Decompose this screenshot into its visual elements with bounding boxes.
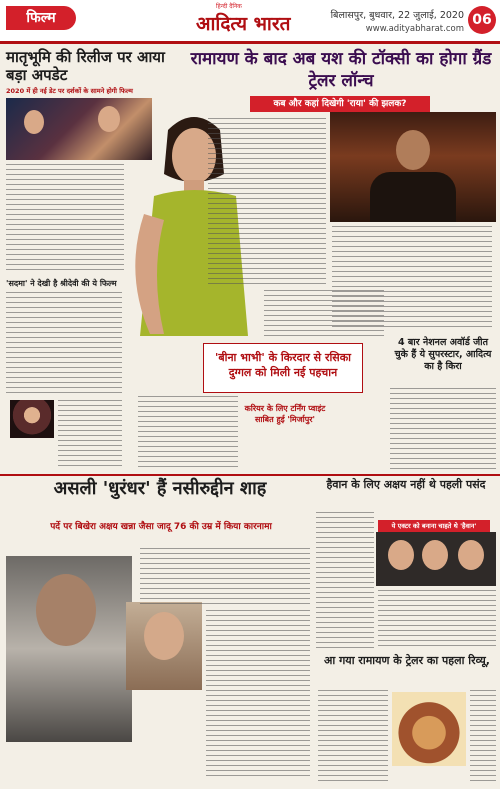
yash-photo bbox=[330, 112, 496, 222]
logo-tagline: हिन्दी दैनिक bbox=[216, 3, 242, 10]
akshaye-khanna-photo bbox=[126, 602, 202, 690]
left-story-subline: 2020 में ही नई डेट पर दर्शकों के सामने होगी फिल्म bbox=[6, 87, 133, 95]
main-headline: रामायण के बाद अब यश की टॉक्सी का होगा ग्रैंड ट्रेलर लॉन्च bbox=[190, 49, 492, 91]
ramayan-review-headline: आ गया रामायण के ट्रेलर का पहला रिव्यू, bbox=[324, 654, 490, 667]
akshay-photos bbox=[376, 532, 496, 586]
akshay-body bbox=[316, 512, 374, 650]
logo-title: आदित्य भारत bbox=[196, 13, 291, 35]
section-tag: फिल्म bbox=[6, 6, 76, 30]
naseer-headline: असली 'धुरंधर' हैं नसीरुद्दीन शाह bbox=[53, 478, 267, 499]
dateline: बिलासपुर, बुधवार, 22 जुलाई, 2020 bbox=[330, 10, 464, 21]
sridevi-headline: 'सदमा' ने देखी है श्रीदेवी की ये फिल्म bbox=[6, 279, 117, 288]
section-divider bbox=[0, 474, 500, 476]
right-story-headline: 4 बार नेशनल अवॉर्ड जीत चुके हैं ये सुपरस्टार, आदित्य का है किरा bbox=[394, 337, 492, 372]
masthead bbox=[0, 0, 500, 44]
newspaper-logo bbox=[196, 2, 308, 40]
main-kicker: कब और कहां दिखेगी 'राया' की झलक? bbox=[250, 96, 430, 112]
akshay-body-2 bbox=[378, 590, 496, 648]
rasika-body-3 bbox=[138, 396, 238, 470]
naseer-body-2 bbox=[206, 610, 310, 780]
left-story-body bbox=[6, 164, 124, 272]
website-url: www.adityabharat.com bbox=[365, 24, 464, 34]
sridevi-body-2 bbox=[58, 400, 122, 468]
main-story-body bbox=[208, 118, 326, 286]
rasika-story-body bbox=[264, 290, 384, 340]
akshay-headline: हैवान के लिए अक्षय नहीं थे पहली पसंद bbox=[326, 478, 486, 491]
ramayan-body-2 bbox=[470, 690, 496, 784]
naseeruddin-shah-photo bbox=[6, 556, 132, 742]
left-story-headline: मातृभूमि की रिलीज पर आया बड़ा अपडेट bbox=[6, 48, 165, 84]
caption-text: करियर के लिए टर्निंग प्वाइंट साबित हुई 'मिर्जापुर' bbox=[244, 404, 326, 424]
quote-text: 'बीना भाभी' के किरदार से रसिका दुग्गल को मिली नई पहचान bbox=[214, 351, 352, 379]
naseer-body bbox=[140, 548, 310, 606]
akshay-photo-caption: ये एक्टर को बनाना चाहते थे 'हैवान' bbox=[378, 520, 490, 532]
quote-box bbox=[203, 343, 363, 393]
ramayan-body bbox=[318, 690, 388, 784]
sridevi-body bbox=[6, 292, 122, 396]
ramayan-character-photo bbox=[392, 692, 466, 766]
naseer-subline: पर्दे पर बिखेरा अक्षय खन्ना जैसा जादू 76 की उम्र में किया कारनामा bbox=[50, 522, 272, 532]
sridevi-photo bbox=[10, 400, 54, 438]
page-number: 06 bbox=[468, 6, 496, 34]
caption-box bbox=[240, 403, 330, 449]
right-story-body bbox=[390, 388, 496, 470]
